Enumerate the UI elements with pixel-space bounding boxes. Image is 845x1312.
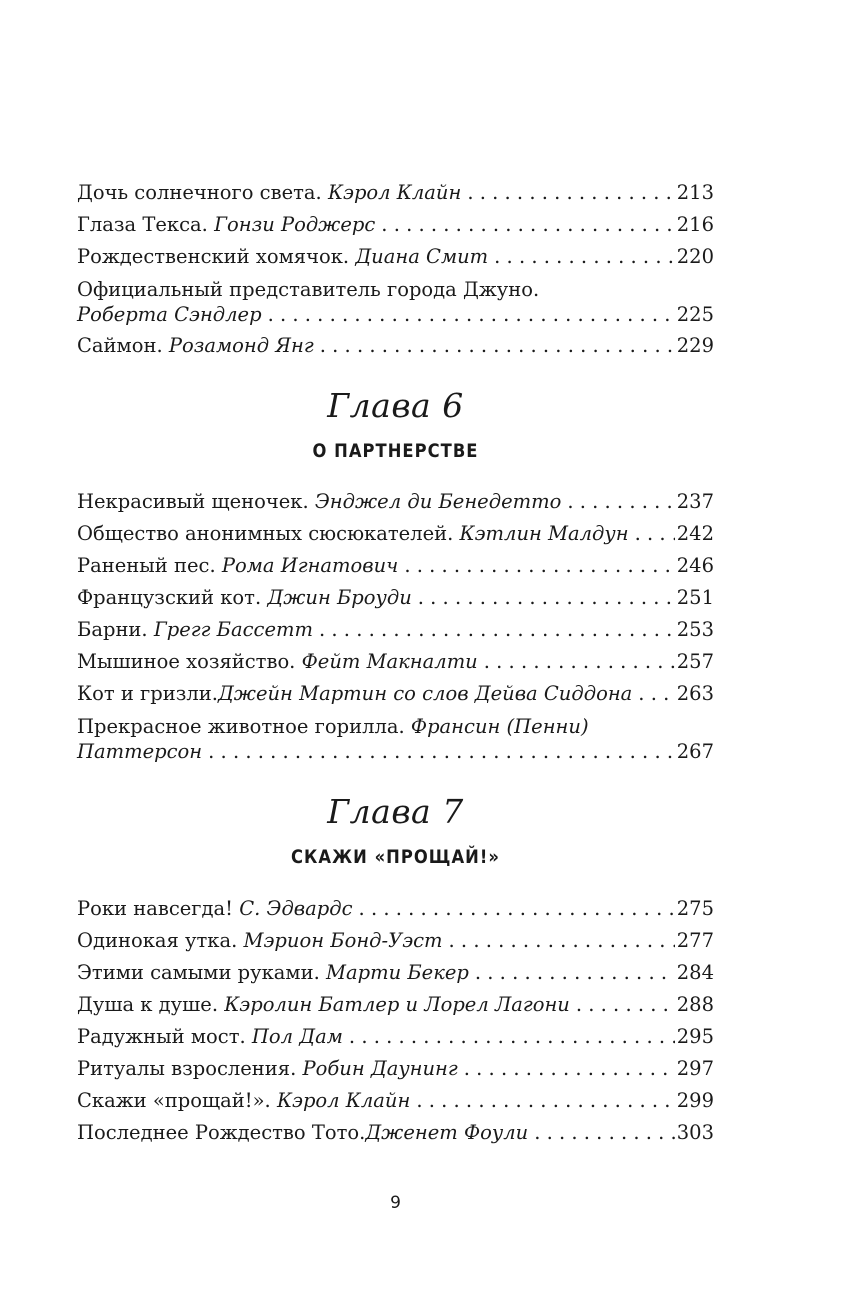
entry-page: 284	[676, 961, 714, 984]
dot-leader	[484, 646, 675, 678]
entry-author: Марти Бекер	[326, 961, 469, 984]
dot-leader	[635, 518, 675, 550]
entry-page: 251	[676, 586, 714, 609]
entry-title: Прекрасное животное горилла.	[77, 715, 405, 738]
dot-leader	[576, 989, 675, 1021]
dot-leader	[349, 1021, 675, 1053]
entry-title: Роки навсегда!	[77, 897, 233, 920]
toc-entry	[77, 614, 714, 646]
entry-page: 253	[676, 618, 714, 641]
toc-entry	[77, 582, 714, 614]
entry-page: 297	[676, 1057, 714, 1080]
toc-entry	[77, 1117, 714, 1149]
entry-title: Ритуалы взросления.	[77, 1057, 297, 1080]
entry-page: 225	[676, 303, 714, 326]
entry-author: С. Эдвардс	[239, 897, 353, 920]
entry-author: Паттерсон	[77, 740, 203, 763]
entry-page: 213	[676, 181, 714, 204]
toc-entry	[77, 177, 714, 209]
entry-page: 277	[676, 929, 714, 952]
entry-title: Кот и гризли.	[77, 682, 218, 705]
entry-page: 288	[676, 993, 714, 1016]
entry-author: Гонзи Роджерс	[214, 213, 376, 236]
entry-title: Одинокая утка.	[77, 929, 238, 952]
chapter-label: Глава 7	[327, 792, 464, 831]
entry-page: 237	[676, 490, 714, 513]
entry-title: Французский кот.	[77, 586, 262, 609]
chapter-label: Глава 6	[327, 386, 464, 425]
entry-author: Кэтлин Малдун	[459, 522, 629, 545]
entry-title: Некрасивый щеночек.	[77, 490, 309, 513]
entry-author: Франсин (Пенни)	[410, 715, 589, 738]
toc-entry	[77, 893, 714, 925]
entry-page: 246	[676, 554, 714, 577]
toc-entry	[77, 486, 714, 518]
page-number: 9	[390, 1193, 401, 1213]
dot-leader	[534, 1117, 675, 1149]
toc-entry	[77, 989, 714, 1021]
dot-leader	[494, 241, 675, 273]
entry-title: Скажи «прощай!».	[77, 1089, 271, 1112]
dot-leader	[319, 614, 675, 646]
dot-leader	[638, 678, 674, 710]
entry-page: 229	[676, 334, 714, 357]
toc-entry	[77, 678, 714, 710]
toc-entry	[77, 1053, 714, 1085]
dot-leader	[418, 582, 675, 614]
dot-leader	[464, 1053, 675, 1085]
entry-title: Душа к душе.	[77, 993, 219, 1016]
dot-leader	[416, 1085, 674, 1117]
entry-author: Энджел ди Бенедетто	[314, 490, 562, 513]
entry-page: 216	[676, 213, 714, 236]
entry-title: Последнее Рождество Тото.	[77, 1121, 366, 1144]
entry-author: Рома Игнатович	[221, 554, 399, 577]
toc-entry	[77, 714, 714, 764]
entry-author: Фейт Макналти	[301, 650, 478, 673]
entry-page: 299	[676, 1089, 714, 1112]
entry-title: Общество анонимных сюсюкателей.	[77, 522, 454, 545]
entry-title: Этими самыми руками.	[77, 961, 320, 984]
entry-page: 275	[676, 897, 714, 920]
entry-page: 257	[676, 650, 714, 673]
entry-title: Барни.	[77, 618, 148, 641]
entry-title: Саймон.	[77, 334, 163, 357]
entry-author: Джeнет Фоули	[365, 1121, 529, 1144]
entry-author: Роберта Сэндлер	[77, 303, 262, 326]
dot-leader	[381, 209, 674, 241]
toc-entry	[77, 957, 714, 989]
entry-page: 267	[676, 740, 714, 763]
toc-entry	[77, 209, 714, 241]
entry-author: Диана Смит	[355, 245, 489, 268]
entry-page: 242	[676, 522, 714, 545]
dot-leader	[268, 302, 675, 327]
dot-leader	[359, 893, 675, 925]
entry-page: 263	[676, 682, 714, 705]
entry-page: 295	[676, 1025, 714, 1048]
dot-leader	[449, 925, 675, 957]
entry-page: 220	[676, 245, 714, 268]
entry-page: 303	[676, 1121, 714, 1144]
dot-leader	[475, 957, 675, 989]
toc-entry	[77, 330, 714, 362]
entry-title: Раненый пес.	[77, 554, 216, 577]
toc-entry	[77, 1085, 714, 1117]
toc-entry	[77, 646, 714, 678]
toc-entry	[77, 277, 714, 327]
entry-author: Пол Дам	[251, 1025, 343, 1048]
dot-leader	[467, 177, 674, 209]
entry-title: Радужный мост.	[77, 1025, 246, 1048]
entry-author: Робин Даунинг	[302, 1057, 458, 1080]
entry-author: Джейн Мартин со слов Дейва Сиддона	[217, 682, 633, 705]
toc-section-top	[77, 177, 714, 362]
dot-leader	[208, 739, 675, 764]
dot-leader	[567, 486, 674, 518]
toc-section-chapter6	[77, 486, 714, 764]
toc-entry	[77, 925, 714, 957]
entry-author: Кэролин Батлер и Лорел Лагони	[224, 993, 570, 1016]
dot-leader	[404, 550, 674, 582]
toc-section-chapter7	[77, 893, 714, 1149]
toc-entry	[77, 241, 714, 273]
chapter-title: О ПАРТНЕРСТВЕ	[312, 440, 479, 462]
entry-author: Розамонд Янг	[168, 334, 314, 357]
toc-entry	[77, 1021, 714, 1053]
chapter-title: СКАЖИ «ПРОЩАЙ!»	[291, 846, 500, 868]
entry-title: Рождественский хомячок.	[77, 245, 350, 268]
entry-title: Официальный представитель города Джуно.	[77, 278, 540, 301]
toc-entry	[77, 518, 714, 550]
dot-leader	[320, 330, 675, 362]
entry-author: Кэрол Клайн	[276, 1089, 411, 1112]
toc-entry	[77, 550, 714, 582]
entry-author: Кэрол Клайн	[327, 181, 462, 204]
entry-title: Глаза Текса.	[77, 213, 208, 236]
entry-author: Грегг Бассетт	[153, 618, 314, 641]
entry-author: Мэрион Бонд-Уэст	[243, 929, 443, 952]
entry-title: Мышиное хозяйство.	[77, 650, 296, 673]
entry-title: Дочь солнечного света.	[77, 181, 322, 204]
entry-author: Джин Броуди	[267, 586, 412, 609]
